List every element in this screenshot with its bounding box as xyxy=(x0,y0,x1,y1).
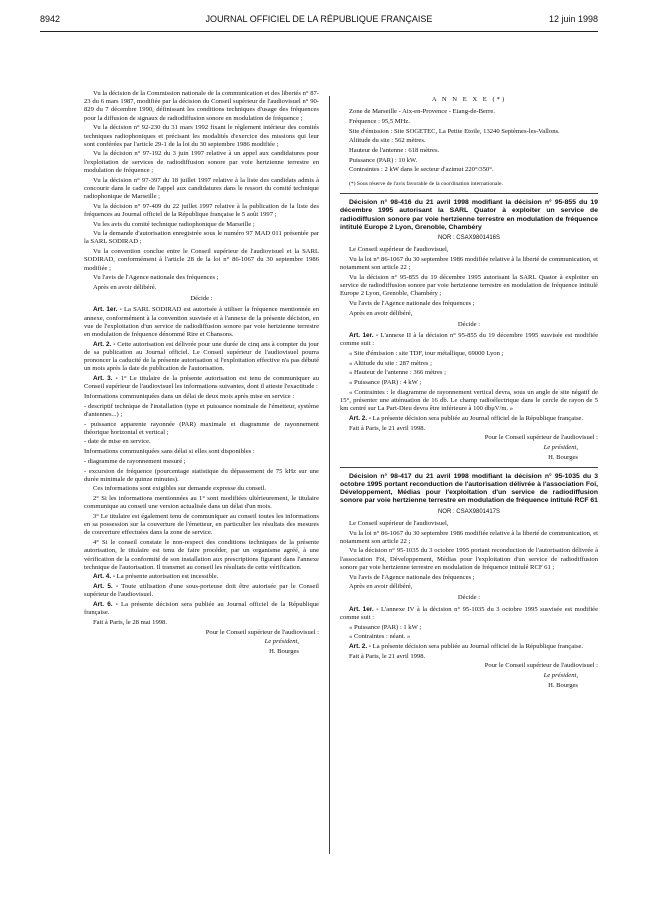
left-column xyxy=(84,90,319,658)
signature-name: H. Bourges xyxy=(548,681,578,689)
column-separator xyxy=(329,96,330,854)
article-3-paragraph: 3° Le titulaire est également tenu de communiquer au conseil toutes les informations en sa possession sur la couverture de l'émetteur, en particulier les résultats des mesures de couverture effectuées dans la zone de service. xyxy=(84,513,319,537)
article-3-paragraph: Ces informations sont exigibles sur demande expresse du conseil. xyxy=(93,485,267,493)
article-3-paragraph: 4° Si le conseil constate le non-respect des conditions techniques de la présente autorisation, le titulaire est tenu de faire procéder, par un organisme agréé, à une vérification de la conformité de son installation aux prescriptions figurant dans l'annexe technique de l'autorisation. Il transmet au conseil les résultats de cette vérification. xyxy=(84,539,319,571)
quote-line: « Altitude du site : 287 mètres ; xyxy=(349,359,432,367)
signature-for: Pour le Conseil supérieur de l'audiovisuel : xyxy=(205,628,319,636)
info-item: - diagramme de rayonnement mesuré ; xyxy=(84,457,186,465)
visa: Vu la loi n° 86-1067 du 30 septembre 1986 modifiée relative à la liberté de communication, et notamment son article 22 ; xyxy=(340,529,598,545)
visa: Vu la décision n° 97-192 du 3 juin 1997 relative à un appel aux candidatures pour l'exploitation de services de radiodiffusion sonore par voie hertzienne terrestre en modulation de fréquence ; xyxy=(84,150,319,174)
annexe-footnote: (*) Sous réserve de l'avis favorable de la coordination internationale. xyxy=(349,181,503,188)
info-item: - date de mise en service. xyxy=(84,438,151,446)
quote-line: « Puissance (PAR) : 1 kW ; xyxy=(349,623,422,631)
annexe-line: Altitude du site : 562 mètres. xyxy=(349,137,426,145)
annexe-title: A N N E X E (*) xyxy=(431,96,507,103)
quote-line: « Hauteur de l'antenne : 366 mètres ; xyxy=(349,369,446,377)
done-at: Fait à Paris, le 21 avril 1998. xyxy=(349,652,426,660)
visa: Vu la décision n° 95-855 du 19 décembre 1995 autorisant la SARL Quator à exploiter un service de radiodiffusion sonore par voie hertzienne terrestre en modulation de fréquence intitulé Europe 2 Lyon, Grenoble, Chambéry ; xyxy=(340,273,598,298)
visa: Le Conseil supérieur de l'audiovisuel, xyxy=(349,246,449,254)
article-3: Art. 3. - 1° Le titulaire de la présente autorisation est tenu de communiquer au Conseil supérieur de l'audiovisuel les informations suivantes, dont il atteste l'exactitude : xyxy=(84,375,320,391)
signature-title: Le président, xyxy=(264,638,299,646)
annexe-line: Hauteur de l'antenne : 618 mètres. xyxy=(349,147,440,155)
annexe-line: Contraintes : 2 kW dans le secteur d'azimut 220°/350°. xyxy=(349,166,494,174)
decide-heading: Décide : xyxy=(457,320,481,328)
right-column xyxy=(340,96,598,691)
article-5: Art. 5. - Toute utilisation d'une sous-porteuse doit être autorisée par le Conseil supérieur de l'audiovisuel. xyxy=(84,583,320,599)
quote-line: « Contraintes : le diagramme de rayonnement vertical devra, sous un angle de site négatif de 15°, présenter une atténuation de 16 db. Le champ radioélectrique dans le cercle de rayon de 5 km centré sur La Part-Dieu devra être inférieure à 100 dbμV/m. » xyxy=(340,388,598,413)
info-item: - puissance apparente rayonnée (PAR) maximale et diagramme de rayonnement théorique horizontal et vertical ; xyxy=(84,420,319,436)
section-rule xyxy=(340,193,598,194)
annexe-line: Puissance (PAR) : 10 kW. xyxy=(349,156,418,164)
quote-line: « Site d'émission : site TDF, tour métallique, 69000 Lyon ; xyxy=(349,349,504,357)
visa: Vu l'avis de l'Agence nationale des fréquences ; xyxy=(349,573,475,581)
decide-heading: Décide : xyxy=(190,295,213,303)
article-2: Art. 2. - La présente décision sera publiée au Journal officiel de la République française. xyxy=(349,414,584,422)
visa: Vu la décision n° 97-409 du 22 juillet 1997 relative à la publication de la liste des fréquences au Journal officiel de la République française le 5 août 1997 ; xyxy=(84,202,319,218)
signature-title: Le président, xyxy=(543,443,578,451)
info-item: - descriptif technique de l'installation (type et puissance nominale de l'émetteur, système d'antennes...) ; xyxy=(84,402,319,418)
signature-for: Pour le Conseil supérieur de l'audiovisuel : xyxy=(484,662,598,670)
signature-for: Pour le Conseil supérieur de l'audiovisuel : xyxy=(484,434,598,442)
signature-name: H. Bourges xyxy=(269,648,299,656)
nor-reference: NOR : CSAX9801416S xyxy=(437,234,501,241)
header-rule xyxy=(40,31,598,32)
quote-line: « Puissance (PAR) : 4 kW ; xyxy=(349,378,422,386)
done-at: Fait à Paris, le 28 mai 1998. xyxy=(93,618,167,626)
page-header xyxy=(40,14,598,28)
nor-reference: NOR : CSAX9801417S xyxy=(437,508,501,515)
decision-title: Décision n° 98-416 du 21 avril 1998 modifiant la décision n° 95-855 du 19 décembre 1995 autorisant la SARL Quator à exploiter un service de radiodiffusion sonore par voie hertzienne terrestre en modulation de fréquence intitulé Europe 2 Lyon, Grenoble, Chambéry xyxy=(340,199,598,231)
issue-date: 12 juin 1998 xyxy=(548,14,598,24)
page-number: 8942 xyxy=(40,14,61,24)
visa: Vu l'avis de l'Agence nationale des fréquences ; xyxy=(93,274,219,282)
article-1: Art. 1er. - La SARL SODIRAD est autorisée à utiliser la fréquence mentionnée en annexe, conformément à la convention susvisée et à l'annexe de la présente décision, en vue de l'exploitation d'un service de radiodiffusion sonore par voie hertzienne terrestre en modulation de fréquence dénommé Rire et Chansons. xyxy=(84,306,319,338)
done-at: Fait à Paris, le 21 avril 1998. xyxy=(349,424,426,432)
journal-title: JOURNAL OFFICIEL DE LA RÉPUBLIQUE FRANÇAISE xyxy=(205,14,433,24)
visa: Vu la loi n° 86-1067 du 30 septembre 1986 modifiée relative à la liberté de communication, et notamment son article 22 ; xyxy=(340,255,598,272)
info-intro: Informations communiquées dans un délai de deux mois après mise en service : xyxy=(84,392,295,400)
article-2: Art. 2. - Cette autorisation est délivrée pour une durée de cinq ans à compter du jour de sa publication au Journal officiel. Le Conseil supérieur de l'audiovisuel pourra prononcer la caducité de la présente autorisation si l'exploitation effective n'a pas débuté un mois après la date de publication de l'autorisation. xyxy=(84,340,320,373)
visa: Vu la décision de la Commission nationale de la communication et des libertés n° 87-23 du 6 mars 1987, modifiée par la décision du Conseil supérieur de l'audiovisuel n° 90-829 du 7 décembre 1990, définissant les conditions techniques d'usage des fréquences pour la diffusion de signaux de radiodiffusion sonore en modulation de fréquence ; xyxy=(84,90,319,122)
annexe-line: Site d'émission : Site SOGETEC, La Petite Etoile, 13240 Septèmes-les-Vallons. xyxy=(349,127,560,135)
section-rule xyxy=(340,467,598,468)
article-1: Art. 1er. - L'annexe IV à la décision n° 95-1035 du 3 octobre 1995 susvisée est modifiée comme suit : xyxy=(340,605,598,621)
decision-title: Décision n° 98-417 du 21 avril 1998 modifiant la décision n° 95-1035 du 3 octobre 1995 portant reconduction de l'autorisation délivrée à l'association Foi, Développement, Médias pour l'exploitation d'un service de radiodiffusion sonore par voie hertzienne terrestre en modulation de fréquence intitulé RCF 61 xyxy=(340,472,598,505)
article-1: Art. 1er. - L'annexe II à la décision n° 95-855 du 19 décembre 1995 susvisée est modifiée comme suit : xyxy=(340,331,599,348)
annexe-line: Zone de Marseille - Aix-en-Provence - Etang-de-Berre. xyxy=(349,108,495,116)
info-item: - excursion de fréquence (pourcentage statistique du dépassement de 75 kHz sur une durée minimale de quinze minutes). xyxy=(84,467,319,483)
visa: Vu l'avis de l'Agence nationale des fréquences ; xyxy=(349,299,475,307)
visa: Le Conseil supérieur de l'audiovisuel, xyxy=(349,519,449,527)
quote-line: « Contraintes : néant. » xyxy=(349,633,411,641)
visa: Vu la convention conclue entre le Conseil supérieur de l'audiovisuel et la SARL SODIRAD, conformément à l'article 28 de la loi n° 86-1067 du 30 septembre 1986 modifiée ; xyxy=(84,248,319,272)
visa: Après en avoir délibéré. xyxy=(93,283,157,291)
visa: Après en avoir délibéré, xyxy=(349,309,413,317)
visa: Vu les avis du comité technique radiophonique de Marseille ; xyxy=(93,220,255,228)
article-6: Art. 6. - La présente décision sera publiée au Journal officiel de la République française. xyxy=(84,601,319,617)
signature-title: Le président, xyxy=(543,672,578,680)
info-intro: Informations communiquées sans délai si elles sont disponibles : xyxy=(84,448,255,456)
visa: Après en avoir délibéré, xyxy=(349,583,413,591)
signature-name: H. Bourges xyxy=(548,453,578,461)
annexe-line: Fréquence : 95,5 MHz. xyxy=(349,117,410,125)
article-4: Art. 4. - La présente autorisation est incessible. xyxy=(93,573,219,581)
visa: Vu la décision n° 97-397 du 18 juillet 1997 relative à la liste des candidats admis à concourir dans le cadre de l'appel aux candidatures dans le ressort du comité technique radiophonique de Marseille ; xyxy=(84,176,319,200)
visa: Vu la décision n° 95-1035 du 3 octobre 1995 portant reconduction de l'autorisation délivrée à l'association Foi, Développement, Médias pour l'exploitation d'un service de radiodiffusion sonore par voie hertzienne terrestre en modulation de fréquence intitulé RCF 61 ; xyxy=(340,547,598,571)
decide-heading: Décide : xyxy=(457,594,481,602)
article-3-paragraph: 2° Si les informations mentionnées au 1° sont modifiées ultérieurement, le titulaire communique au conseil une version actualisée dans un délai d'un mois. xyxy=(84,495,319,511)
visa: Vu la décision n° 92-230 du 31 mars 1992 fixant le règlement intérieur des comités techniques radiophoniques et précisant les modalités d'exercice des missions qui leur sont conférées par l'article 29-1 de la loi du 30 septembre 1986 modifiée ; xyxy=(84,124,319,148)
article-2: Art. 2. - La présente décision sera publiée au Journal officiel de la République française. xyxy=(349,642,584,650)
visa: Vu la demande d'autorisation enregistrée sous le numéro 97 MAD 011 présentée par la SARL SODIRAD ; xyxy=(84,230,319,246)
